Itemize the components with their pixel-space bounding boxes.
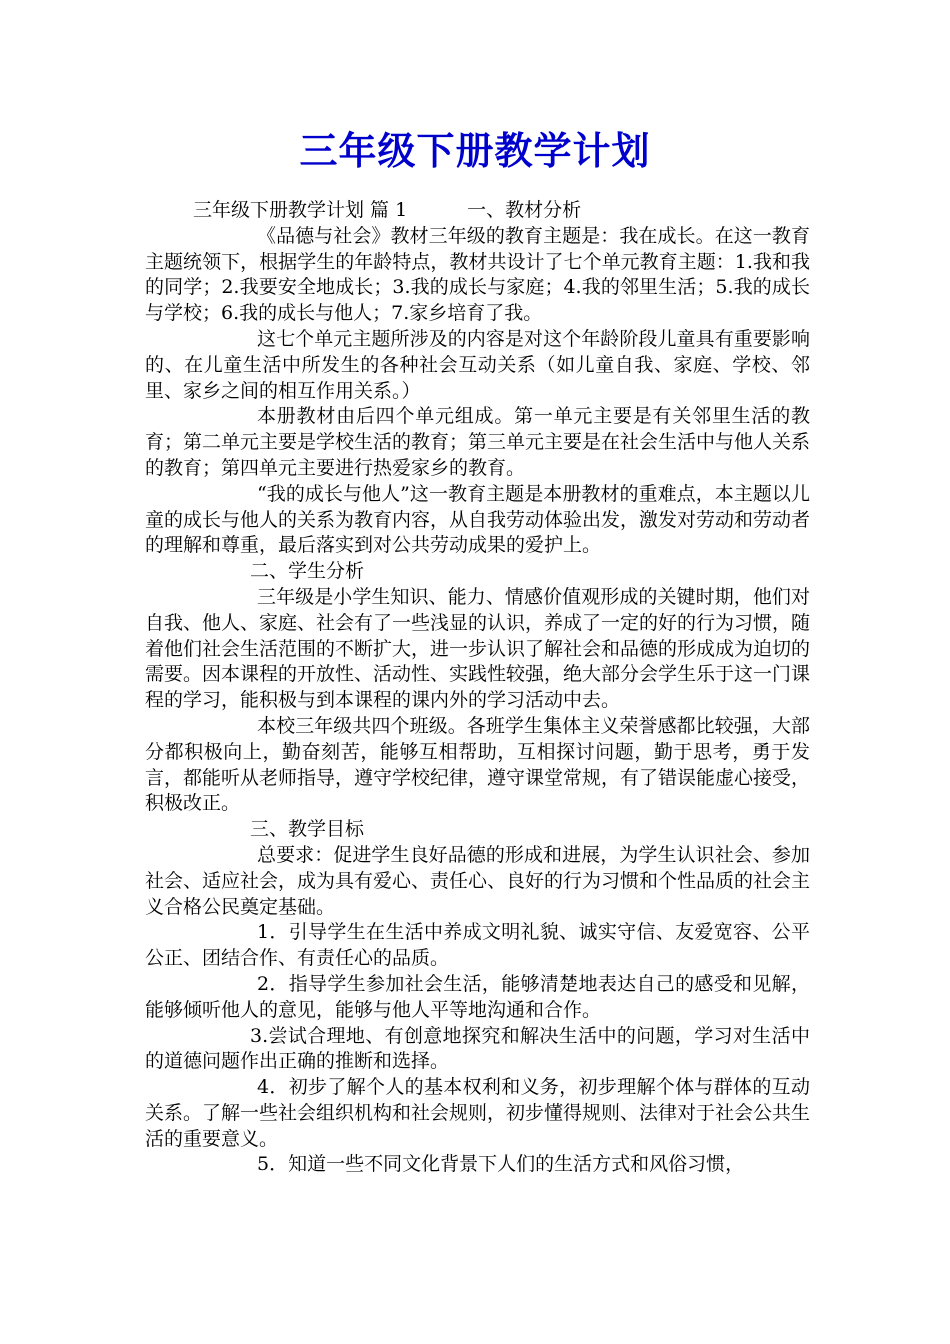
- document-title: 三年级下册教学计划: [299, 128, 651, 173]
- paragraph: 总要求：促进学生良好品德的形成和进展，为学生认识社会、参加社会、适应社会，成为具有爱心、责任心、良好的行为习惯和个性品质的社会主义合格公民奠定基础。: [145, 843, 811, 918]
- list-item: 3.尝试合理地、有创意地探究和解决生活中的问题，学习对生活中的道德问题作出正确的推断和选择。: [145, 1024, 810, 1073]
- section-heading: 二、学生分析: [250, 560, 365, 583]
- heading-materials: 一、教材分析: [467, 199, 582, 221]
- first-line: [145, 198, 810, 224]
- list-item: 5．知道一些不同文化背景下人们的生活方式和风俗习惯，: [257, 1153, 745, 1176]
- list-item: 2．指导学生参加社会生活，能够清楚地表达自己的感受和见解，能够倾听他人的意见，能够与他人平等地沟通和合作。: [145, 972, 810, 1021]
- paragraph: 这七个单元主题所涉及的内容是对这个年龄阶段儿童具有重要影响的、在儿童生活中所发生的各种社会互动关系（如儿童自我、家庭、学校、邻里、家乡之间的相互作用关系。）: [145, 327, 810, 402]
- section-heading: 三、教学目标: [250, 818, 365, 841]
- paragraph: 《品德与社会》教材三年级的教育主题是：我在成长。在这一教育主题统领下，根据学生的年龄特点，教材共设计了七个单元教育主题：1.我和我的同学；2.我要安全地成长；3.我的成长与家庭；4.我的邻里生活；5.我的成长与学校；6.我的成长与他人；7.家乡培育了我。: [145, 224, 810, 325]
- paragraph: 本校三年级共四个班级。各班学生集体主义荣誉感都比较强，大部分都积极向上，勤奋刻苦，能够互相帮助，互相探讨问题，勤于思考，勇于发言，都能听从老师指导，遵守学校纪律，遵守课堂常规，有了错误能虚心接受，积极改正。: [145, 714, 811, 815]
- paragraph: 三年级是小学生知识、能力、情感价值观形成的关键时期，他们对自我、他人、家庭、社会有了一些浅显的认识，养成了一定的好的行为习惯，随着他们社会生活范围的不断扩大，进一步认识了解社会和品德的形成成为迫切的需要。因本课程的开放性、活动性、实践性较强，绝大部分会学生乐于这一门课程的学习，能积极与到本课程的课内外的学习活动中去。: [145, 585, 811, 712]
- list-item: 1．引导学生在生活中养成文明礼貌、诚实守信、友爱宽容、公平公正、团结合作、有责任心的品质。: [145, 921, 810, 970]
- paragraph: “我的成长与他人”这一教育主题是本册教材的重难点，本主题以儿童的成长与他人的关系为教育内容，从自我劳动体验出发，激发对劳动和劳动者的理解和尊重，最后落实到对公共劳动成果的爱护上。: [145, 482, 811, 557]
- list-item: 4．初步了解个人的基本权利和义务，初步理解个体与群体的互动关系。了解一些社会组织机构和社会规则，初步懂得规则、法律对于社会公共生活的重要意义。: [145, 1076, 811, 1150]
- section-label: 三年级下册教学计划 篇 1: [193, 199, 408, 221]
- paragraph: 本册教材由后四个单元组成。第一单元主要是有关邻里生活的教育；第二单元主要是学校生活的教育；第三单元主要是在社会生活中与他人关系的教育；第四单元主要进行热爱家乡的教育。: [145, 405, 811, 479]
- document-body: [145, 198, 810, 1178]
